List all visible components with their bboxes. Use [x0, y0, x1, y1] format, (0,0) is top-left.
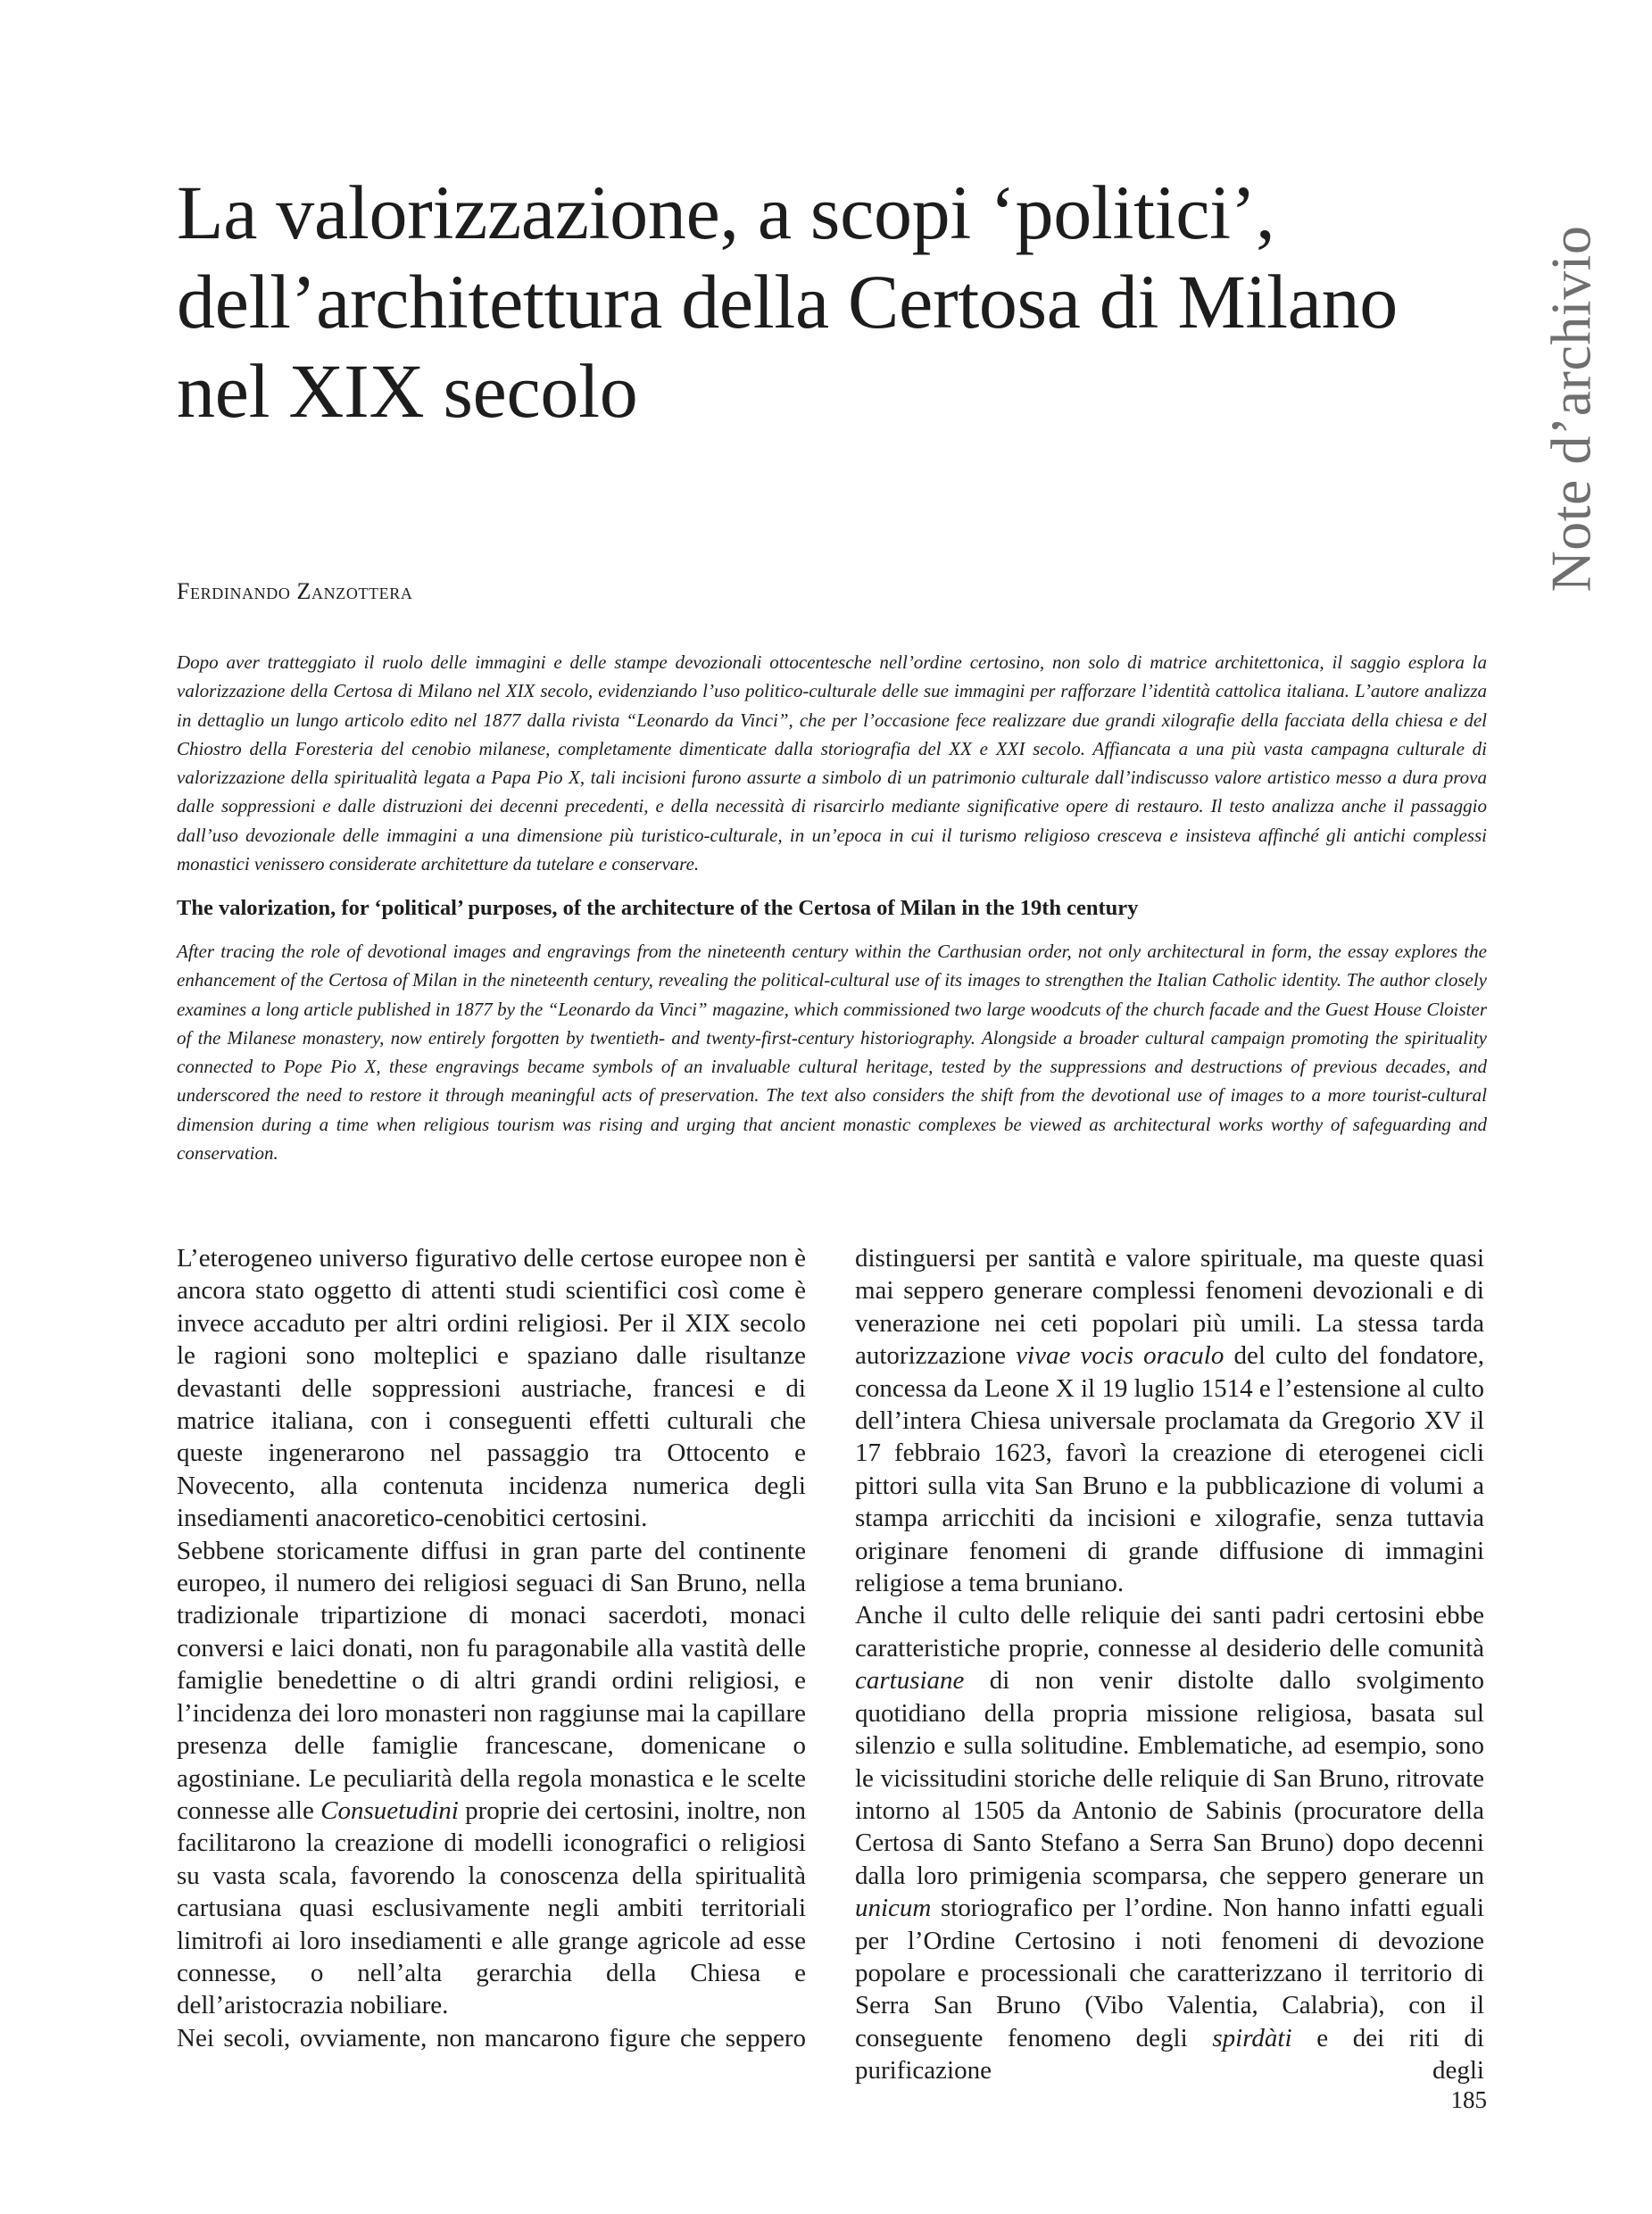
body-text: Anche il culto delle reliquie dei santi padri certosini ebbe caratteristiche proprie, connesse al desiderio delle comunità [855, 1601, 1484, 1663]
section-label [1517, 210, 1624, 607]
emphasis-spirdati: spirdàti [1212, 2023, 1292, 2052]
body-column-right [855, 1242, 1484, 2087]
section-label-text: Note d’archivio [1539, 225, 1602, 592]
body-text: di non venir distolte dallo svolgimento quotidiano della propria missione religiosa, basata sul silenzio e sulla solitudine. Emblematiche, ad esempio, sono le vicissitudini storiche delle reliquie di San Bruno, ritrovate intorno al 1505 da Antonio de Sabinis (procuratore della Certosa di Santo Stefano a Serra San Bruno) dopo decenni dalla loro primigenia scomparsa, che seppero generare un [855, 1666, 1484, 1890]
article-title [177, 168, 1515, 435]
english-title: The valorization, for ‘political’ purposes, of the architecture of the Certosa of Milan in the 19th century [177, 896, 1139, 920]
body-column-left [177, 1242, 806, 2054]
title-line-3: nel XIX secolo [177, 348, 638, 434]
emphasis-vivae-vocis-oraculo: vivae vocis oraculo [1016, 1341, 1224, 1371]
body-text: e dei riti di purificazione degli [855, 2023, 1484, 2085]
body-paragraph-4 [855, 1599, 1484, 2086]
abstract-italian: Dopo aver tratteggiato il ruolo delle immagini e delle stampe devozionali ottocentesche nell’ordine certosino, non solo di matrice architettonica, il saggio esplora la valorizzazione della Certosa di Milano nel XIX secolo, evidenziando l’uso politico-culturale delle sue immagini per rafforzare l’identità cattolica italiana. L’autore analizza in dettaglio un lungo articolo edito nel 1877 dalla rivista “Leonardo da Vinci”, che per l’occasione fece realizzare due grandi xilografie della facciata della chiesa e del Chiostro della Foresteria del cenobio milanese, completamente dimenticate dalla storiografia del XX e XXI secolo. Affiancata a una più vasta campagna culturale di valorizzazione della spiritualità legata a Papa Pio X, tali incisioni furono assurte a simbolo di un patrimonio culturale dall’indiscusso valore artistico messo a dura prova dalle soppressioni e dalle distruzioni dei decenni precedenti, e della necessità di risarcirlo mediante significative opere di restauro. Il testo analizza anche il passaggio dall’uso devozionale delle immagini a una dimensione più turistico-culturale, in un’epoca in cui il turismo religioso cresceva e insisteva affinché gli antichi complessi monastici venissero considerate architetture da tutelare e conservare. [177, 651, 1487, 875]
page-number: 185 [1450, 2086, 1487, 2113]
body-paragraph-3: Nei secoli, ovviamente, non mancarono figure che seppero [177, 2023, 806, 2052]
body-text: del culto del fondatore, concessa da Leone X il 19 luglio 1514 e l’estensione al culto dell’intera Chiesa universale proclamata da Gregorio XV il 17 febbraio 1623, favorì la creazione di eterogenei cicli pittori sulla vita San Bruno e la pubblicazione di volumi a stampa arricchiti da incisioni e xilografie, senza tuttavia originare fenomeni di grande diffusione di immagini religiose a tema bruniano. [855, 1341, 1484, 1598]
title-line-1: La valorizzazione, a scopi ‘politici’, [177, 170, 1275, 255]
emphasis-consuetudini: Consuetudini [320, 1795, 459, 1825]
body-paragraph-1: L’eterogeneo universo figurativo delle certose europee non è ancora stato oggetto di attenti studi scientifici così come è invece accaduto per altri ordini religiosi. Per il XIX secolo le ragioni sono molteplici e spaziano dalle risultanze devastanti delle soppressioni austriache, francesi e di matrice italiana, con i conseguenti effetti culturali che queste ingenerarono nel passaggio tra Ottocento e Novecento, alla contenuta incidenza numerica degli insediamenti anacoretico-cenobitici certosini. [177, 1244, 806, 1533]
body-text: storiografico per l’ordine. Non hanno infatti eguali per l’Ordine Certosino i noti fenomeni di devozione popolare e processionali che caratterizzano il territorio di Serra San Bruno (Vibo Valentia, Calabria), con il conseguente fenomeno degli [855, 1894, 1484, 2052]
emphasis-cartusiane: cartusiane [855, 1666, 965, 1696]
title-line-2: dell’architettura della Certosa di Milano [177, 259, 1398, 344]
author-name: Ferdinando Zanzottera [177, 578, 413, 604]
body-paragraph-2 [177, 1535, 806, 2022]
body-text: distinguersi per santità e valore spirituale, ma queste quasi mai seppero generare complessi fenomeni devozionali e di venerazione nei ceti popolari più umili. La stessa tarda autorizzazione [855, 1244, 1484, 1371]
body-paragraph-3-continued [855, 1242, 1484, 1599]
body-text: proprie dei certosini, inoltre, non facilitarono la creazione di modelli iconografici o religiosi su vasta scala, favorendo la conoscenza della spiritualità cartusiana quasi esclusivamente negli ambiti territoriali limitrofi ai loro insediamenti e alle grange agricole ad esse connesse, o nell’alta gerarchia della Chiesa e dell’aristocrazia nobiliare. [177, 1795, 807, 2020]
body-text: Sebbene storicamente diffusi in gran parte del continente europeo, il numero dei religiosi seguaci di San Bruno, nella tradizionale tripartizione di monaci sacerdoti, monaci conversi e laici donati, non fu paragonabile alla vastità delle famiglie benedettine o di altri grandi ordini religiosi, e l’incidenza dei loro monasteri non raggiunse mai la capillare presenza delle famiglie francescane, domenicane o agostiniane. Le peculiarità della regola monastica e le scelte connesse alle [177, 1536, 806, 1825]
abstract-english: After tracing the role of devotional images and engravings from the nineteenth century within the Carthusian order, not only architectural in form, the essay explores the enhancement of the Certosa of Milan in the nineteenth century, revealing the political-cultural use of its images to strengthen the Italian Catholic identity. The author closely examines a long article published in 1877 by the “Leonardo da Vinci” magazine, which commissioned two large woodcuts of the church facade and the Guest House Cloister of the Milanese monastery, now entirely forgotten by twentieth- and twenty-first-century historiography. Alongside a broader cultural campaign promoting the spirituality connected to Pope Pio X, these engravings became symbols of an invaluable cultural heritage, tested by the suppressions and destructions of previous decades, and underscored the need to restore it through meaningful acts of preservation. The text also considers the shift from the devotional use of images to a more tourist-cultural dimension during a time when religious tourism was rising and urging that ancient monastic complexes be viewed as architectural works worthy of safeguarding and conservation. [177, 941, 1487, 1165]
emphasis-unicum: unicum [855, 1894, 932, 1923]
